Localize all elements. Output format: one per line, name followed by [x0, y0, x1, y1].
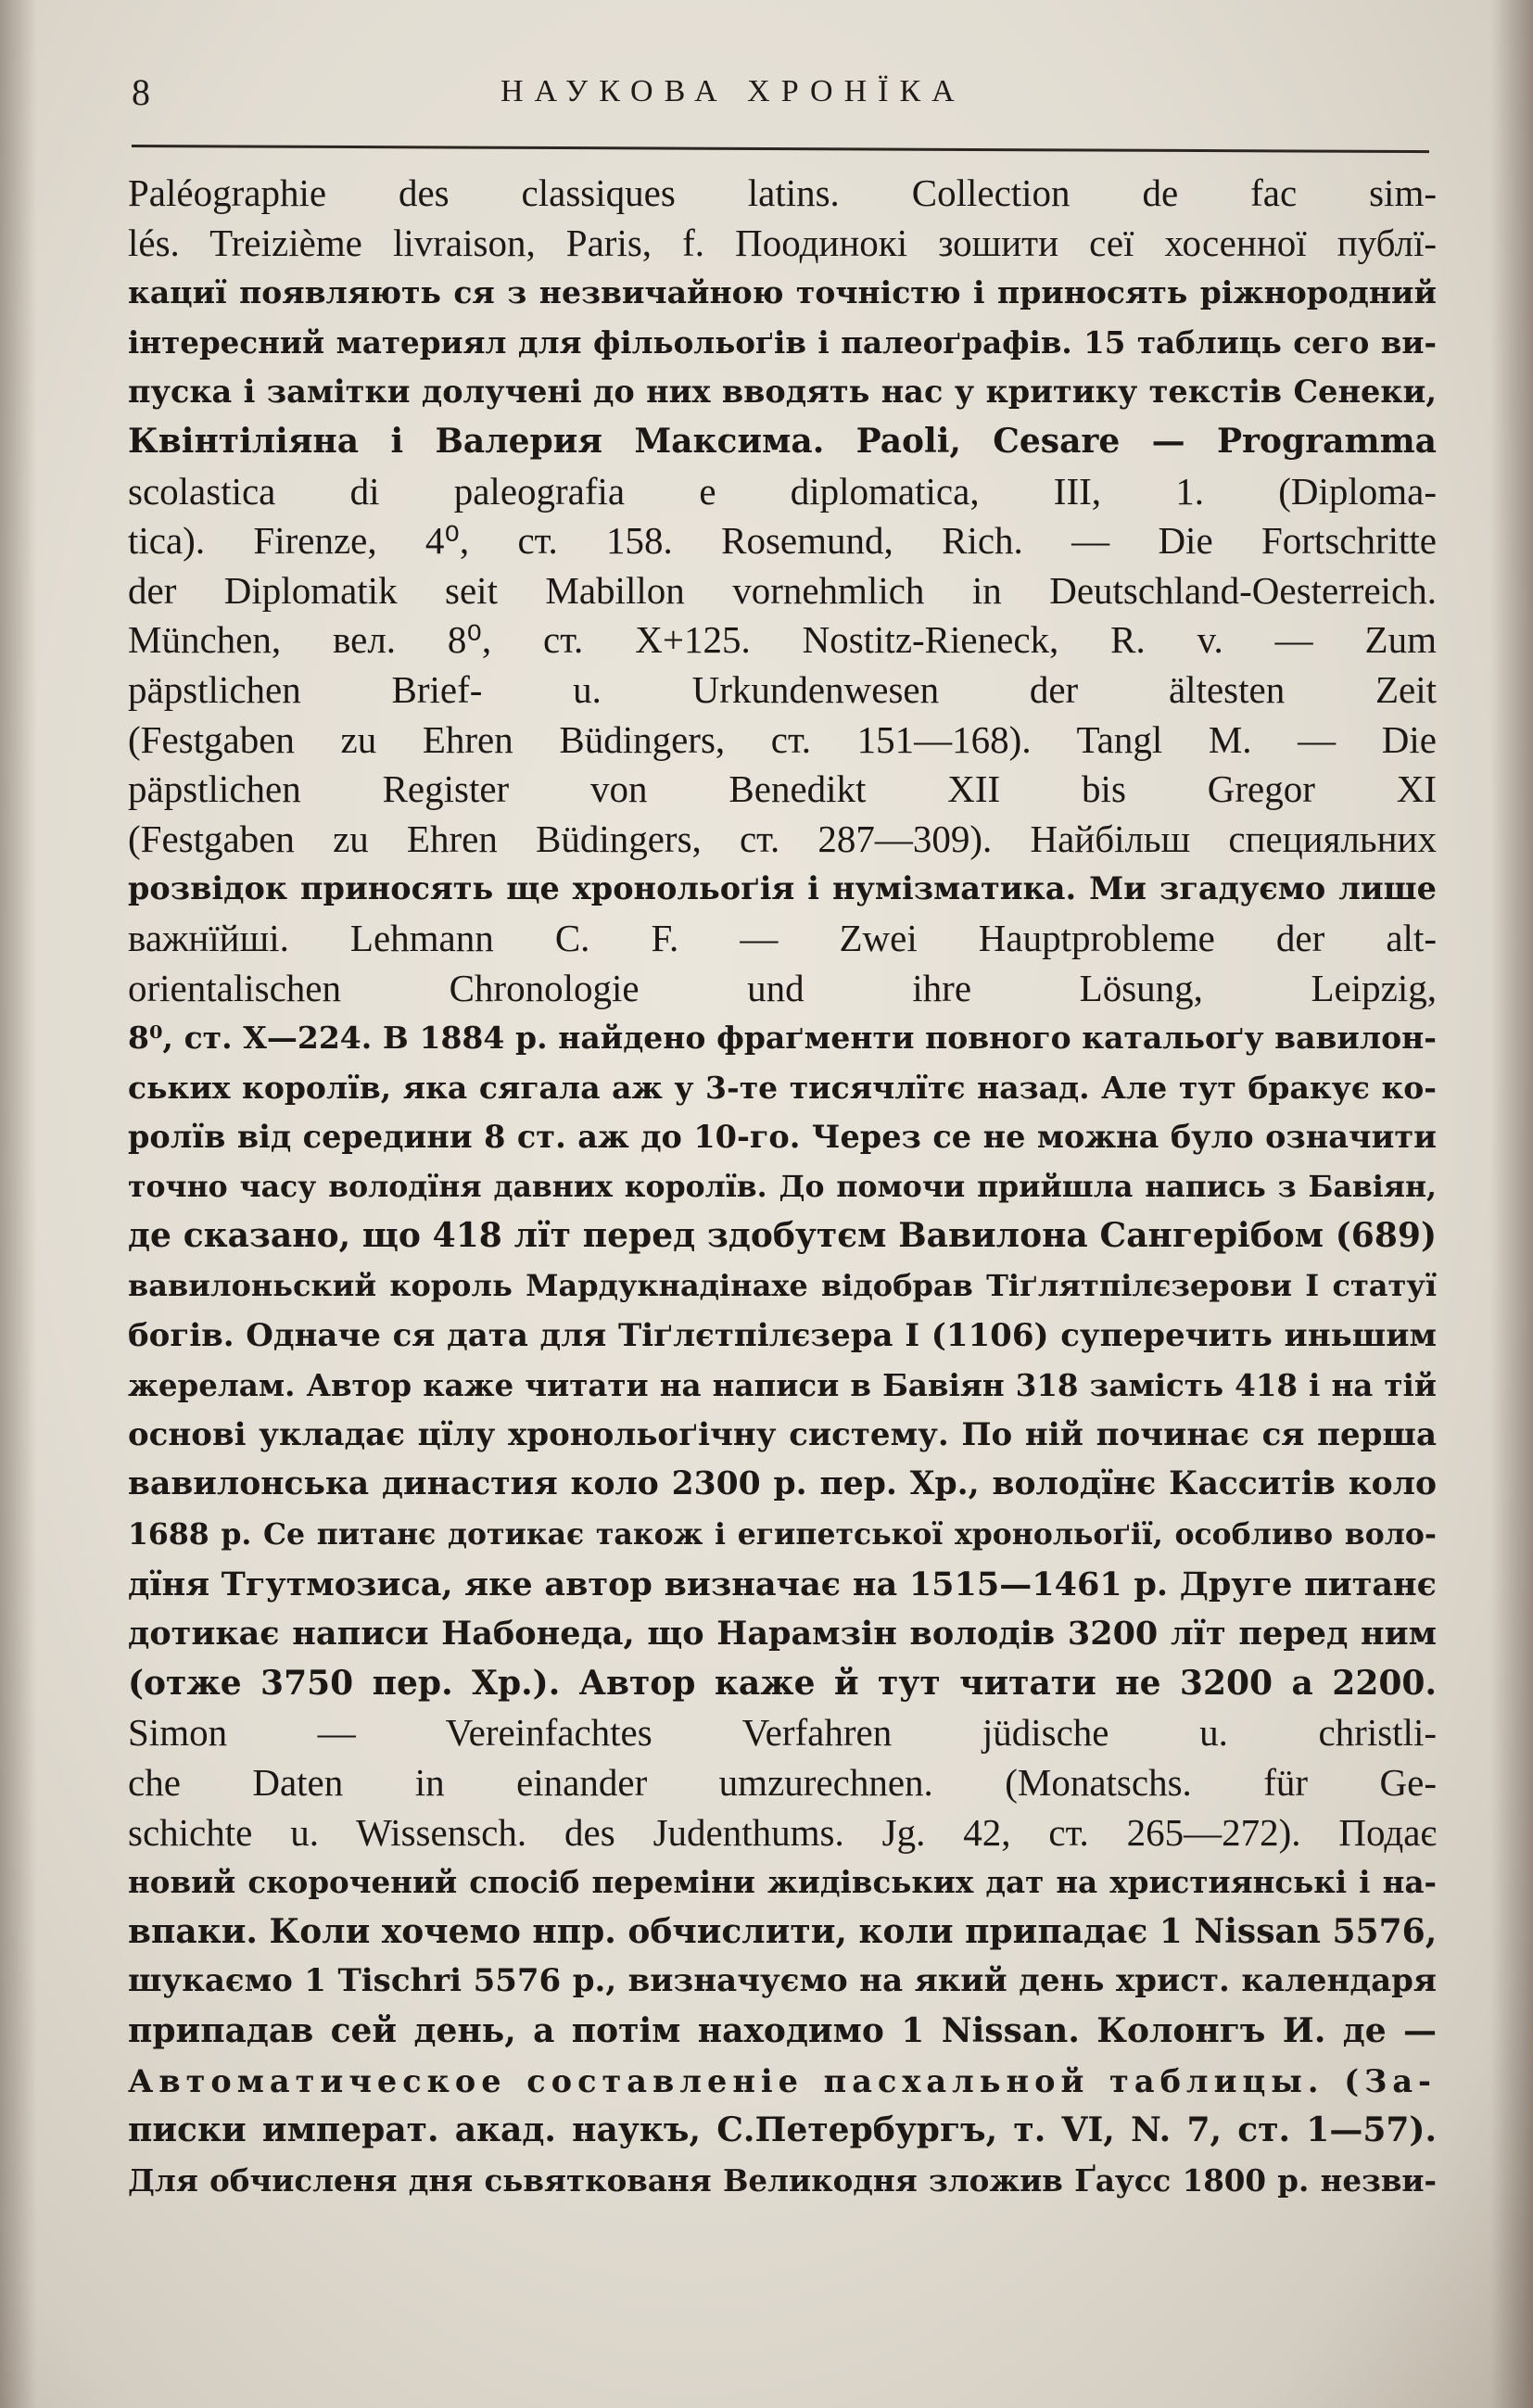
text-line: Автоматическое составленіе пасхальной таблицы. (За- [128, 2062, 1437, 2099]
text-line: богів. Одначе ся дата для Тіґлєтпілєзера I (1106) суперечить иньшим [128, 1316, 1437, 1354]
text-line: päpstlichen Register von Benedikt XII bis Gregor XI [128, 767, 1437, 811]
text-line: вавилоньский король Мардукнадінахе відобрав Тіґлятпілєзерови I статуї [128, 1268, 1437, 1304]
text-line: ролїв від середини 8 ст. аж до 10-го. Через се не можна було означити [128, 1119, 1437, 1156]
text-line: Для обчисленя дня сьвяткованя Великодня зложив Ґаусс 1800 р. незви- [128, 2161, 1437, 2199]
text-line: orientalischen Chronologie und ihre Lösung, Leipzig, [128, 966, 1437, 1009]
text-line: päpstlichen Brief- u. Urkundenwesen der ältesten Zeit [128, 667, 1437, 711]
text-line: інтересний материял для фільольоґів і палеоґрафів. 15 таблиць сего ви- [128, 323, 1437, 361]
page-edge-shadow-left [0, 0, 37, 2408]
text-line: 8⁰, ст. X—224. В 1884 р. найдено фраґменти повного катальоґу вавилон- [128, 1020, 1437, 1057]
text-line: шукаємо 1 Tischri 5576 р., визначуємо на який день христ. календаря [128, 1962, 1437, 2000]
text-line: tica). Firenze, 4⁰, ст. 158. Rosemund, Rich. — Die Fortschritte [128, 519, 1437, 563]
text-line: новий скорочений спосіб переміни жидівських дат на християнські і на- [128, 1864, 1437, 1901]
text-line: scolastica di paleografia e diplomatica, III, 1. (Diploma- [128, 469, 1437, 513]
text-line: (Festgaben zu Ehren Büdingers, ст. 287—309). Найбільш специяльних [128, 817, 1437, 860]
text-line: Paléographie des classiques latins. Collection de fac sim- [128, 171, 1437, 214]
text-line: München, вел. 8⁰, ст. X+125. Nostitz-Rieneck, R. v. — Zum [128, 618, 1437, 662]
text-line: кациї появляють ся з незвичайною точністю і приносять ріжнородний [128, 274, 1437, 311]
text-line: Квінтіліяна і Валерия Максима. Paoli, Cesare — Programma [128, 421, 1437, 461]
text-line: дотикає написи Набонеда, що Нарамзін володів 3200 лїт перед ним [128, 1615, 1437, 1654]
text-line: ських королїв, яка сягала аж у 3-те тисячлїтє назад. Але тут бракує ко- [128, 1069, 1437, 1106]
page-number: 8 [132, 71, 152, 113]
text-line: Simon — Vereinfachtes Verfahren jüdische u. christli- [128, 1711, 1437, 1755]
text-line: lés. Treizième livraison, Paris, f. Поодинокі зошити сеї хосенної публї- [128, 221, 1437, 264]
text-line: дїня Тгутмозиса, яке автор визначає на 1515—1461 р. Друге питанє [128, 1565, 1437, 1603]
text-line: жерелам. Автор каже читати на написи в Бавіян 318 замість 418 і на тій [128, 1367, 1437, 1404]
body-text [128, 169, 1437, 2205]
text-line: важнїйші. Lehmann C. F. — Zwei Hauptprobleme der alt- [128, 916, 1437, 959]
text-line: основі укладає цїлу хронольоґічну систему. По ній починає ся перша [128, 1415, 1437, 1453]
header-rule [132, 145, 1429, 153]
running-title: НАУКОВА ХРОНЇКА [500, 74, 966, 108]
text-line: пуска і замітки долучені до них вводять нас у критику текстів Сенеки, [128, 374, 1437, 411]
text-line: точно часу володїня давних королїв. До помочи прийшла напись з Бавіян, [128, 1169, 1437, 1204]
text-line: (отже 3750 пер. Хр.). Автор каже й тут читати не 3200 а 2200. [128, 1663, 1437, 1703]
text-line: schichte u. Wissensch. des Judenthums. Jg. 42, ст. 265—272). Подає [128, 1810, 1437, 1854]
text-line: де сказано, що 418 лїт перед здобутєм Вавилона Сангерібом (689) [128, 1216, 1437, 1256]
text-line: (Festgaben zu Ehren Büdingers, ст. 151—168). Tangl M. — Die [128, 717, 1437, 761]
text-line: впаки. Коли хочемо нпр. обчислити, коли припадає 1 Nissan 5576, [128, 1911, 1438, 1951]
text-line: писки императ. акад. наукъ, С.Петербургъ, т. VI, N. 7, ст. 1—57). [128, 2110, 1437, 2150]
text-line: che Daten in einander umzurechnen. (Monatschs. für Ge- [128, 1761, 1437, 1804]
text-line: 1688 р. Се питанє дотикає також і египетської хронольоґії, особливо воло- [128, 1517, 1437, 1553]
text-line: der Diplomatik seit Mabillon vornehmlich in Deutschland-Oesterreich. [128, 568, 1437, 612]
text-line: вавилонська династия коло 2300 р. пер. Хр., володїнє Касситів коло [128, 1465, 1437, 1503]
text-line: розвідок приносять ще хронольоґія і нумізматика. Ми згадуємо лише [128, 870, 1437, 907]
text-line: припадав сей день, а потім находимо 1 Nissan. Колонгъ И. де — [128, 2010, 1437, 2050]
page-edge-shadow-right [1490, 0, 1533, 2408]
